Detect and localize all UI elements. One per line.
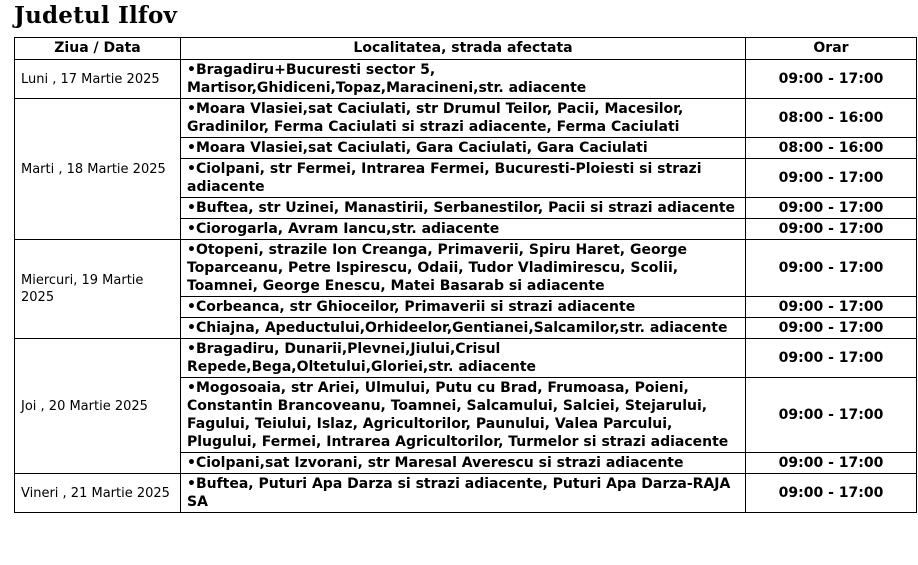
date-cell: Marti , 18 Martie 2025 <box>15 99 181 240</box>
table-row <box>15 60 917 99</box>
location-cell: •Ciolpani, str Fermei, Intrarea Fermei, Bucuresti-Ploiesti si strazi adiacente <box>181 159 746 198</box>
location-cell: •Bragadiru+Bucuresti sector 5, Martisor,Ghidiceni,Topaz,Maracineni,str. adiacente <box>181 60 746 99</box>
location-cell: •Moara Vlasiei,sat Caciulati, Gara Caciulati, Gara Caciulati <box>181 138 746 159</box>
hours-cell: 09:00 - 17:00 <box>746 60 917 99</box>
hours-cell: 09:00 - 17:00 <box>746 339 917 378</box>
location-cell: •Mogosoaia, str Ariei, Ulmului, Putu cu Brad, Frumoasa, Poieni, Constantin Brancoveanu, Toamnei, Salcamului, Salciei, Stejarului, Fagului, Teiului, Islaz, Agricultorilor, Paunului, Valea Parcului, Plugului, Fermei, Intrarea Agricultorilor, Turmelor si strazi adiacente <box>181 378 746 453</box>
hours-cell: 08:00 - 16:00 <box>746 138 917 159</box>
hours-cell: 09:00 - 17:00 <box>746 318 917 339</box>
location-cell: •Ciorogarla, Avram Iancu,str. adiacente <box>181 219 746 240</box>
col-header-hours: Orar <box>746 38 917 60</box>
location-cell: •Chiajna, Apeductului,Orhideelor,Gentianei,Salcamilor,str. adiacente <box>181 318 746 339</box>
col-header-location: Localitatea, strada afectata <box>181 38 746 60</box>
hours-cell: 09:00 - 17:00 <box>746 159 917 198</box>
hours-cell: 08:00 - 16:00 <box>746 99 917 138</box>
location-cell: •Buftea, str Uzinei, Manastirii, Serbanestilor, Pacii si strazi adiacente <box>181 198 746 219</box>
col-header-day: Ziua / Data <box>15 38 181 60</box>
date-cell: Joi , 20 Martie 2025 <box>15 339 181 474</box>
outage-schedule-table <box>14 37 917 513</box>
location-cell: •Otopeni, strazile Ion Creanga, Primaverii, Spiru Haret, George Toparceanu, Petre Ispirescu, Odaii, Tudor Vladimirescu, Scolii, Toamnei, George Enescu, Matei Basarab si adiacente <box>181 240 746 297</box>
table-row <box>15 474 917 513</box>
hours-cell: 09:00 - 17:00 <box>746 297 917 318</box>
table-row <box>15 240 917 297</box>
hours-cell: 09:00 - 17:00 <box>746 474 917 513</box>
date-cell: Miercuri, 19 Martie 2025 <box>15 240 181 339</box>
hours-cell: 09:00 - 17:00 <box>746 219 917 240</box>
header-row <box>15 38 917 60</box>
hours-cell: 09:00 - 17:00 <box>746 378 917 453</box>
location-cell: •Bragadiru, Dunarii,Plevnei,Jiului,Crisul Repede,Bega,Oltetului,Gloriei,str. adiacente <box>181 339 746 378</box>
hours-cell: 09:00 - 17:00 <box>746 240 917 297</box>
location-cell: •Moara Vlasiei,sat Caciulati, str Drumul Teilor, Pacii, Macesilor, Gradinilor, Ferma Caciulati si strazi adiacente, Ferma Caciulati <box>181 99 746 138</box>
date-cell: Luni , 17 Martie 2025 <box>15 60 181 99</box>
table-row <box>15 99 917 138</box>
location-cell: •Corbeanca, str Ghioceilor, Primaverii si strazi adiacente <box>181 297 746 318</box>
location-cell: •Ciolpani,sat Izvorani, str Maresal Averescu si strazi adiacente <box>181 453 746 474</box>
location-cell: •Buftea, Puturi Apa Darza si strazi adiacente, Puturi Apa Darza-RAJA SA <box>181 474 746 513</box>
date-cell: Vineri , 21 Martie 2025 <box>15 474 181 513</box>
hours-cell: 09:00 - 17:00 <box>746 453 917 474</box>
table-row <box>15 339 917 378</box>
page-title: Judetul Ilfov <box>14 2 178 29</box>
hours-cell: 09:00 - 17:00 <box>746 198 917 219</box>
